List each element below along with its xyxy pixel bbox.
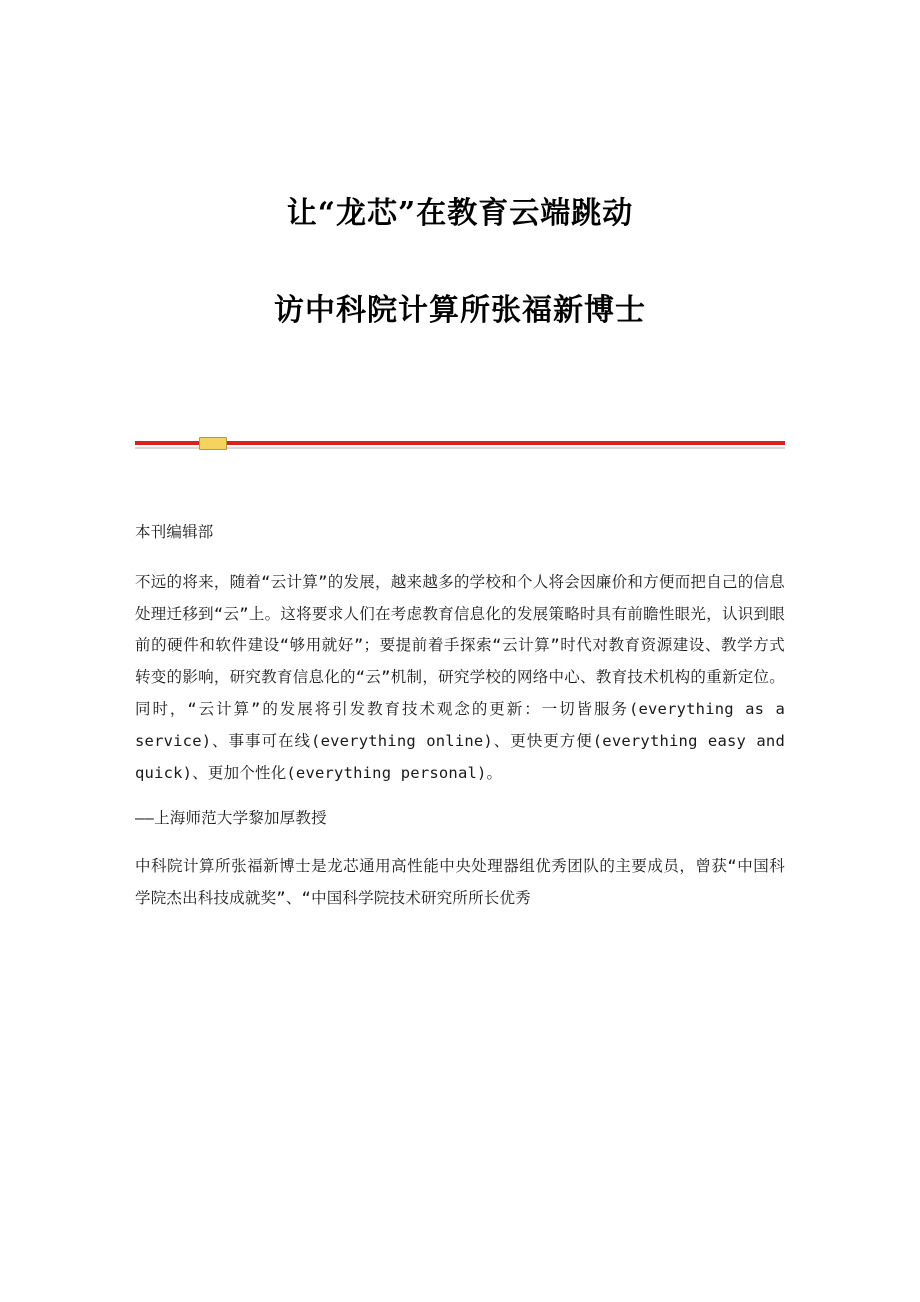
byline: 本刊编辑部 <box>135 523 214 542</box>
paragraph-closing: 中科院计算所张福新博士是龙芯通用高性能中央处理器组优秀团队的主要成员，曾获“中国科学院杰出科技成就奖”、“中国科学院技术研究所所长优秀 <box>135 857 785 907</box>
divider-badge-icon <box>199 437 227 450</box>
body-content <box>135 517 785 914</box>
title-block <box>135 0 785 329</box>
decorative-divider <box>135 437 785 451</box>
quote-credit: ——上海师范大学黎加厚教授 <box>135 809 327 828</box>
page-title-line-1: 让“龙芯”在教育云端跳动 <box>286 196 634 231</box>
divider-red-bar <box>135 441 785 445</box>
paragraph-quote: 不远的将来，随着“云计算”的发展，越来越多的学校和个人将会因廉价和方便而把自己的信息处理迁移到“云”上。这将要求人们在考虑教育信息化的发展策略时具有前瞻性眼光，认识到眼前的硬件和软件建设“够用就好”；要提前着手探索“云计算”时代对教育资源建设、教学方式转变的影响，研究教育信息化的“云”机制，研究学校的网络中心、教育技术机构的重新定位。同时，“云计算”的发展将引发教育技术观念的更新：一切皆服务(everything as a service)、事事可在线(everything online)、更快更方便(everything easy and quick)、更加个性化(everything personal)。 <box>135 572 785 782</box>
page-title-line-2: 访中科院计算所张福新博士 <box>274 292 646 328</box>
divider-gray-bar <box>135 447 785 449</box>
